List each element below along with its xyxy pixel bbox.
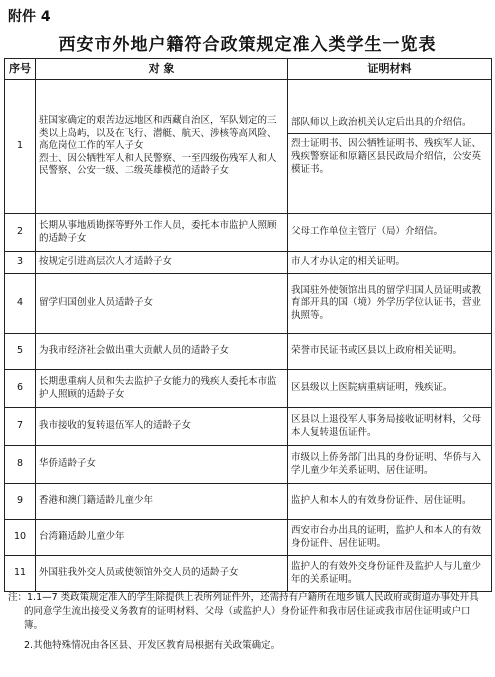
row-target: 华侨适龄子女 <box>36 446 288 484</box>
header-target: 对 象 <box>36 59 288 80</box>
row-number: 10 <box>5 520 36 556</box>
table-row <box>5 484 492 520</box>
row-target: 留学归国创业人员适龄子女 <box>36 274 288 334</box>
table-row <box>5 556 492 592</box>
row-target: 台湾籍适龄儿童少年 <box>36 520 288 556</box>
row-proof-part1: 部队师以上政治机关认定后出具的介绍信。 <box>291 116 472 128</box>
row-target: 长期从事地质勘探等野外工作人员，委托本市监护人照顾的适龄子女 <box>36 214 288 252</box>
row-number: 4 <box>5 274 36 334</box>
table-row <box>5 214 492 252</box>
row-number: 5 <box>5 334 36 370</box>
row-proof: 监护人和本人的有效身份证件、居住证明。 <box>288 484 492 520</box>
note-2: 2.其他特殊情况由各区县、开发区教育局根据有关政策确定。 <box>24 640 281 651</box>
table-header-row <box>5 59 492 80</box>
header-no: 序号 <box>5 59 36 80</box>
document-title: 西安市外地户籍符合政策规定准入类学生一览表 <box>58 35 437 55</box>
row-proof: 市级以上侨务部门出具的身份证明、华侨与入学儿童少年关系证明、居住证明。 <box>288 446 492 484</box>
row-proof: 我国驻外使领馆出具的留学归国人员证明或教育部开具的国（境）外学历学位认证书，营业执照等。 <box>288 274 492 334</box>
header-proof: 证明材料 <box>288 59 492 80</box>
student-policy-table <box>4 58 492 592</box>
row-number: 3 <box>5 252 36 274</box>
cell-divider <box>288 133 491 134</box>
row-target: 香港和澳门籍适龄儿童少年 <box>36 484 288 520</box>
row-number: 1 <box>5 80 36 214</box>
table-row <box>5 446 492 484</box>
row-proof: 西安市台办出具的证明，监护人和本人的有效身份证件、居住证明。 <box>288 520 492 556</box>
table-row <box>5 408 492 446</box>
row-proof <box>288 80 492 214</box>
row-proof: 市人才办认定的相关证明。 <box>288 252 492 274</box>
row-proof: 监护人的有效外交身份证件及监护人与儿童少年的关系证明。 <box>288 556 492 592</box>
row-proof: 区县以上退役军人事务局接收证明材料，父母本人复转退伍证件。 <box>288 408 492 446</box>
row-target: 长期患重病人员和失去监护子女能力的残疾人委托本市监护人照顾的适龄子女 <box>36 370 288 408</box>
row-proof: 荣誉市民证书或区县以上政府相关证明。 <box>288 334 492 370</box>
note-1: 注：1.1—7 类政策规定准入的学生除提供上表所列证件外，还需持有户籍所在地乡镇人民政府或街道办事处开具的同意学生流出接受义务教育的证明材料、父母（或监护人）身份证件和我市居住证或我市居住证明或户口簿。 <box>8 592 479 631</box>
row-proof: 父母工作单位主管厅（局）介绍信。 <box>288 214 492 252</box>
table-row <box>5 370 492 408</box>
row-target: 驻国家确定的艰苦边远地区和西藏自治区，军队划定的三类以上岛屿，以及在飞行、潜艇、航天、涉核等高风险、高危岗位工作的军人子女 烈士、因公牺牲军人和人民警察、一至四级伤残军人和人民警察、公安一级、二级英雄模范的适龄子女 <box>36 80 288 214</box>
row-number: 2 <box>5 214 36 252</box>
table-row <box>5 334 492 370</box>
row-number: 7 <box>5 408 36 446</box>
table-row <box>5 274 492 334</box>
row-proof-part2: 烈士证明书、因公牺牲证明书、残疾军人证、残疾警察证和原籍区县民政局介绍信，公安英模证书。 <box>291 138 482 175</box>
row-target: 外国驻我外交人员或使领馆外交人员的适龄子女 <box>36 556 288 592</box>
row-number: 11 <box>5 556 36 592</box>
row-number: 6 <box>5 370 36 408</box>
row-proof: 区县级以上医院病重病证明，残疾证。 <box>288 370 492 408</box>
attachment-label: 附件 4 <box>8 9 51 25</box>
table-row <box>5 80 492 214</box>
row-target: 为我市经济社会做出重大贡献人员的适龄子女 <box>36 334 288 370</box>
row-target: 我市接收的复转退伍军人的适龄子女 <box>36 408 288 446</box>
row-number: 8 <box>5 446 36 484</box>
table-row <box>5 520 492 556</box>
notes <box>8 591 488 653</box>
row-number: 9 <box>5 484 36 520</box>
row-target: 按规定引进高层次人才适龄子女 <box>36 252 288 274</box>
table-row <box>5 252 492 274</box>
